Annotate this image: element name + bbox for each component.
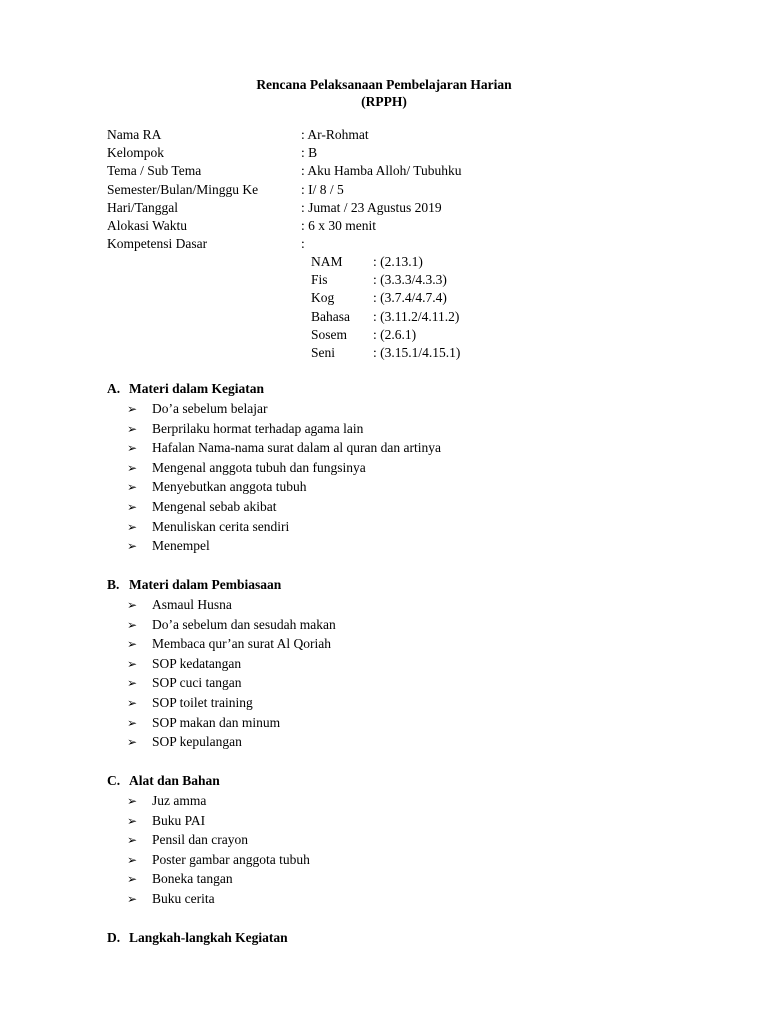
section-title: Alat dan Bahan [129,773,220,788]
section-title: Materi dalam Pembiasaan [129,577,282,592]
list-item-text: Asmaul Husna [152,597,232,612]
bullet-list [127,595,336,752]
list-item-text: Buku PAI [152,812,206,828]
arrow-bullet-icon: ➢ [127,499,138,514]
info-label: Tema / Sub Tema [107,163,202,179]
section-heading [107,575,336,595]
info-label: Nama RA [107,127,162,142]
section-materi-pembiasaan [107,575,336,752]
list-item [127,654,336,674]
arrow-bullet-icon: ➢ [127,715,138,730]
section-heading [107,379,441,399]
info-value: : [301,236,305,252]
list-item [127,713,336,733]
kompetensi-value: : (2.13.1) [373,254,423,269]
kompetensi-key: Bahasa [311,308,350,324]
list-item [127,419,441,439]
arrow-bullet-icon: ➢ [127,539,138,554]
document-title [0,76,768,110]
arrow-bullet-icon: ➢ [127,441,138,456]
arrow-bullet-icon: ➢ [127,833,138,848]
list-item-text: SOP cuci tangan [152,675,242,691]
section-materi-kegiatan [107,379,441,556]
list-item [127,850,310,870]
arrow-bullet-icon: ➢ [127,656,138,671]
arrow-bullet-icon: ➢ [127,519,138,534]
list-item-text: Mengenal sebab akibat [152,498,277,514]
list-item-text: SOP toilet training [152,694,253,710]
info-value: : I/ 8 / 5 [301,181,344,197]
list-item [127,595,336,615]
list-item-text: Menempel [152,538,210,554]
info-label: Semester/Bulan/Minggu Ke [107,181,259,197]
list-item-text: Membaca qur’an surat Al Qoriah [152,636,331,652]
arrow-bullet-icon: ➢ [127,891,138,906]
arrow-bullet-icon: ➢ [127,852,138,867]
list-item [127,693,336,713]
kompetensi-key: Sosem [311,326,348,342]
list-item [127,889,310,909]
kompetensi-value: : (3.3.3/4.3.3) [373,272,447,288]
section-langkah-kegiatan [107,928,288,948]
section-letter: C. [107,773,121,788]
list-item [127,517,441,537]
info-value: : Aku Hamba Alloh/ Tubuhku [301,163,462,179]
list-item-text: Poster gambar anggota tubuh [152,851,310,867]
kompetensi-value: : (3.15.1/4.15.1) [373,344,461,360]
section-alat-bahan [107,771,310,909]
list-item-text: Menyebutkan anggota tubuh [152,479,307,495]
list-item-text: Do’a sebelum belajar [152,401,268,416]
list-item-text: Boneka tangan [152,871,233,887]
list-item [127,869,310,889]
section-letter: A. [107,381,121,396]
list-item [127,732,336,752]
arrow-bullet-icon: ➢ [127,421,138,436]
arrow-bullet-icon: ➢ [127,794,138,808]
list-item [127,811,310,831]
list-item-text: Juz amma [152,793,207,808]
list-item-text: Buku cerita [152,890,215,906]
title-line-2: (RPPH) [361,94,407,109]
kompetensi-key: Seni [311,344,336,360]
arrow-bullet-icon: ➢ [127,813,138,828]
section-letter: B. [107,577,120,592]
list-item [127,458,441,478]
section-title: Langkah-langkah Kegiatan [129,930,288,945]
arrow-bullet-icon: ➢ [127,676,138,691]
info-label: Kompetensi Dasar [107,236,208,252]
arrow-bullet-icon: ➢ [127,402,138,416]
list-item-text: SOP kedatangan [152,655,242,671]
list-item [127,536,441,556]
list-item [127,399,441,419]
section-heading [107,771,310,791]
list-item [127,615,336,635]
info-label: Kelompok [107,145,164,161]
info-label: Alokasi Waktu [107,217,188,233]
bullet-list [127,791,310,909]
list-item [127,477,441,497]
kompetensi-value: : (3.7.4/4.7.4) [373,290,447,306]
arrow-bullet-icon: ➢ [127,480,138,495]
kompetensi-key: NAM [311,254,343,269]
list-item-text: Menuliskan cerita sendiri [152,518,290,534]
kompetensi-key: Kog [311,290,335,306]
section-title: Materi dalam Kegiatan [129,381,264,396]
kompetensi-value: : (2.6.1) [373,326,417,342]
info-value: : Jumat / 23 Agustus 2019 [301,199,442,215]
list-item-text: Berprilaku hormat terhadap agama lain [152,420,364,436]
arrow-bullet-icon: ➢ [127,637,138,652]
bullet-list [127,399,441,556]
list-item-text: SOP kepulangan [152,734,242,750]
list-item [127,438,441,458]
list-item-text: SOP makan dan minum [152,714,281,730]
list-item [127,497,441,517]
list-item-text: Mengenal anggota tubuh dan fungsinya [152,459,366,475]
title-line-1: Rencana Pelaksanaan Pembelajaran Harian [256,77,512,92]
arrow-bullet-icon: ➢ [127,460,138,475]
info-value: : Ar-Rohmat [301,127,369,142]
list-item [127,791,310,811]
info-value: : 6 x 30 menit [301,217,376,233]
info-value: : B [301,145,318,161]
list-item [127,673,336,693]
arrow-bullet-icon: ➢ [127,872,138,887]
list-item [127,830,310,850]
kompetensi-value: : (3.11.2/4.11.2) [373,308,460,324]
arrow-bullet-icon: ➢ [127,735,138,750]
arrow-bullet-icon: ➢ [127,695,138,710]
list-item-text: Do’a sebelum dan sesudah makan [152,616,336,632]
section-letter: D. [107,930,121,945]
kompetensi-key: Fis [311,272,328,288]
list-item-text: Pensil dan crayon [152,832,248,848]
arrow-bullet-icon: ➢ [127,598,138,612]
list-item-text: Hafalan Nama-nama surat dalam al quran dan artinya [152,440,441,456]
info-label: Hari/Tanggal [107,199,179,215]
section-heading [107,928,288,948]
list-item [127,634,336,654]
arrow-bullet-icon: ➢ [127,617,138,632]
